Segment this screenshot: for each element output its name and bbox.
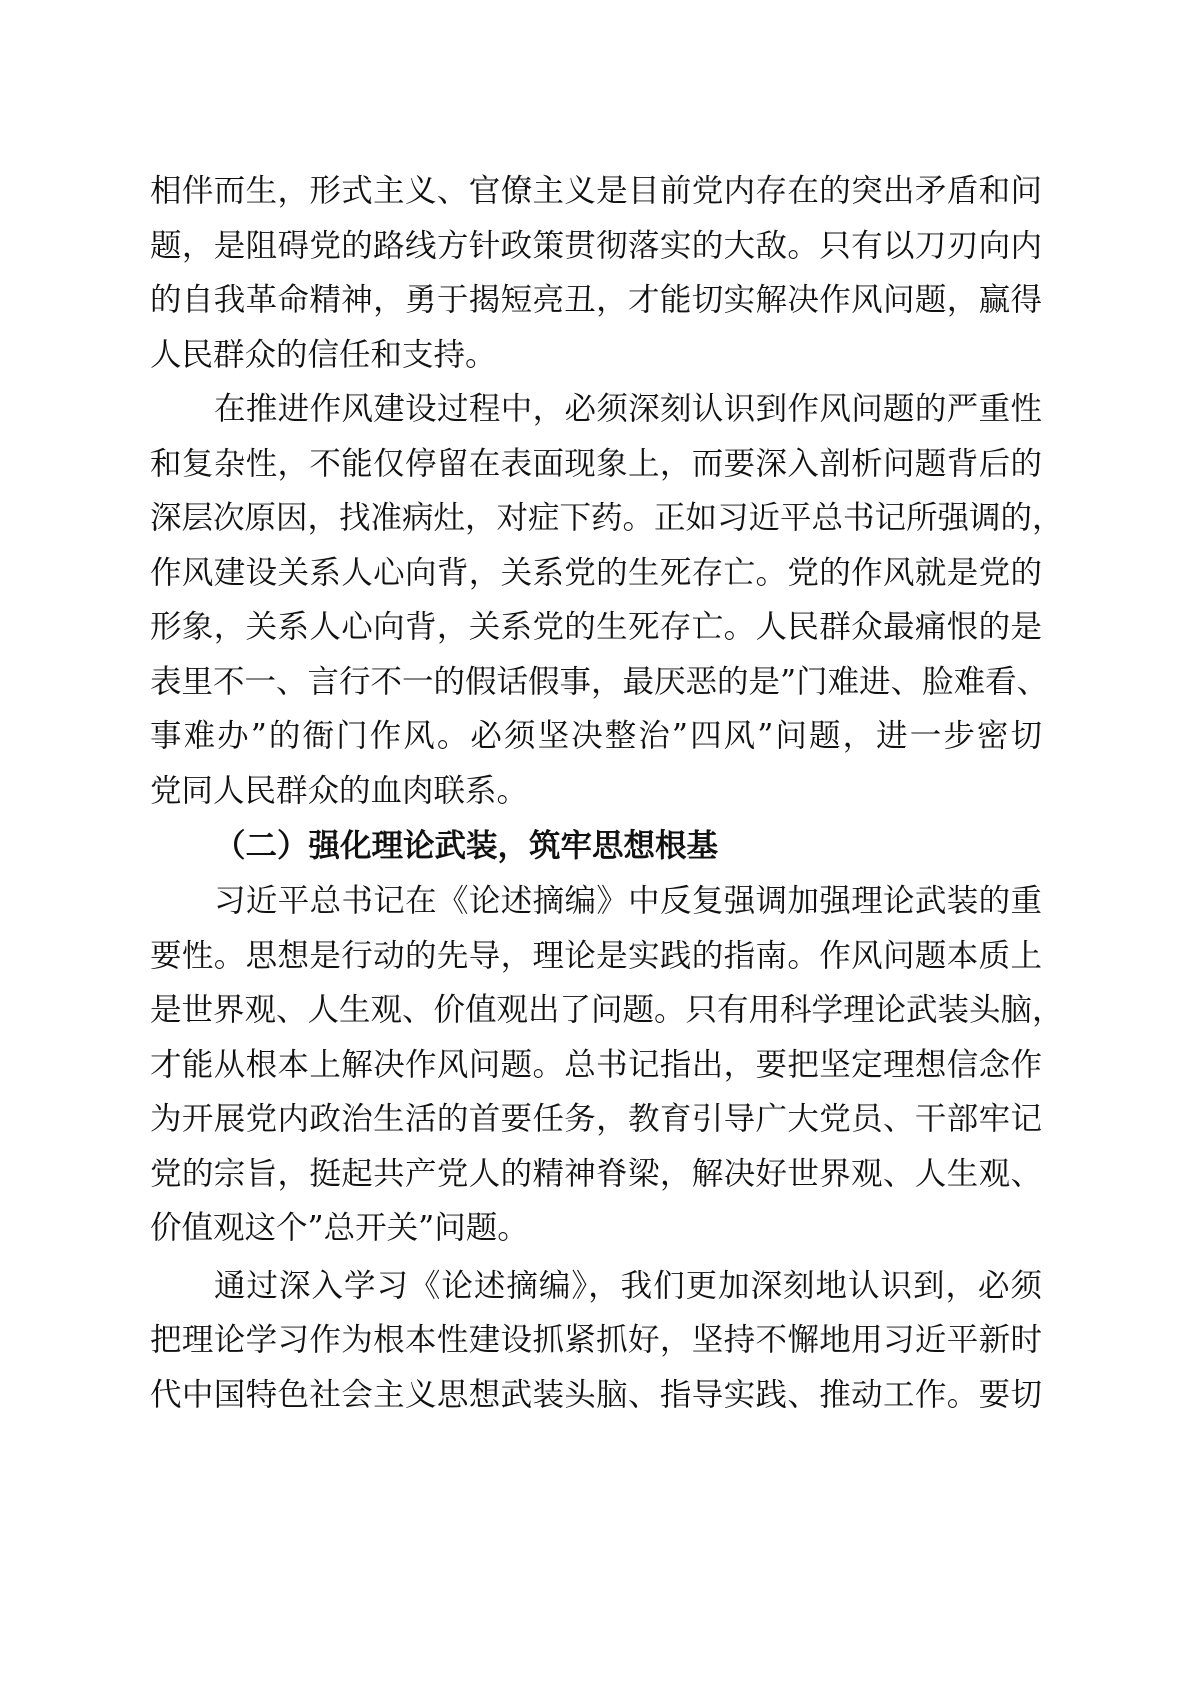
text-line: 题，是阻碍党的路线方针政策贯彻落实的大敌。只有以刀刃向内 bbox=[150, 227, 1042, 264]
text-line: 习近平总书记在《论述摘编》中反复强调加强理论武装的重 bbox=[214, 883, 1042, 919]
text-line: 作风建设关系人心向背，关系党的生死存亡。党的作风就是党的 bbox=[150, 554, 1042, 591]
text-line: 在推进作风建设过程中，必须深刻认识到作风问题的严重性 bbox=[214, 391, 1042, 427]
text-line: 表里不一、言行不一的假话假事，最厌恶的是”门难进、脸难看、 bbox=[150, 663, 1049, 700]
text-line: 党同人民群众的血肉联系。 bbox=[150, 772, 529, 809]
text-line: 价值观这个”总开关”问题。 bbox=[150, 1210, 529, 1246]
text-line: 事难办”的衙门作风。必须坚决整治”四风”问题，进一步密切 bbox=[150, 718, 1042, 754]
text-line: 的自我革命精神，勇于揭短亮丑，才能切实解决作风问题，赢得 bbox=[150, 282, 1042, 318]
text-line: 把理论学习作为根本性建设抓紧抓好，坚持不懈地用习近平新时 bbox=[150, 1322, 1042, 1358]
paragraph-2 bbox=[150, 382, 1064, 818]
section-heading: （二）强化理论武装，筑牢思想根基 bbox=[214, 827, 719, 864]
text-line: 通过深入学习《论述摘编》，我们更加深刻地认识到，必须 bbox=[214, 1267, 1042, 1304]
text-line: 人民群众的信任和支持。 bbox=[150, 336, 497, 373]
paragraph-1 bbox=[150, 164, 1042, 382]
text-line: 深层次原因，找准病灶，对症下药。正如习近平总书记所强调的， bbox=[150, 500, 1064, 536]
text-line: 和复杂性，不能仅停留在表面现象上，而要深入剖析问题背后的 bbox=[150, 445, 1042, 482]
text-line: 是世界观、人生观、价值观出了问题。只有用科学理论武装头脑， bbox=[150, 992, 1064, 1028]
text-line: 形象，关系人心向背，关系党的生死存亡。人民群众最痛恨的是 bbox=[150, 609, 1042, 645]
text-line: 为开展党内政治生活的首要任务，教育引导广大党员、干部牢记 bbox=[150, 1101, 1042, 1137]
document-page bbox=[150, 164, 1064, 1422]
text-line: 相伴而生，形式主义、官僚主义是目前党内存在的突出矛盾和问 bbox=[150, 173, 1042, 209]
text-line: 党的宗旨，挺起共产党人的精神脊梁，解决好世界观、人生观、 bbox=[150, 1155, 1042, 1192]
paragraph-4 bbox=[150, 1259, 1042, 1423]
text-line: 代中国特色社会主义思想武装头脑、指导实践、推动工作。要切 bbox=[150, 1376, 1042, 1413]
text-line: 才能从根本上解决作风问题。总书记指出，要把坚定理想信念作 bbox=[150, 1046, 1042, 1083]
paragraph-3 bbox=[150, 874, 1064, 1256]
text-line: 要性。思想是行动的先导，理论是实践的指南。作风问题本质上 bbox=[150, 937, 1042, 974]
